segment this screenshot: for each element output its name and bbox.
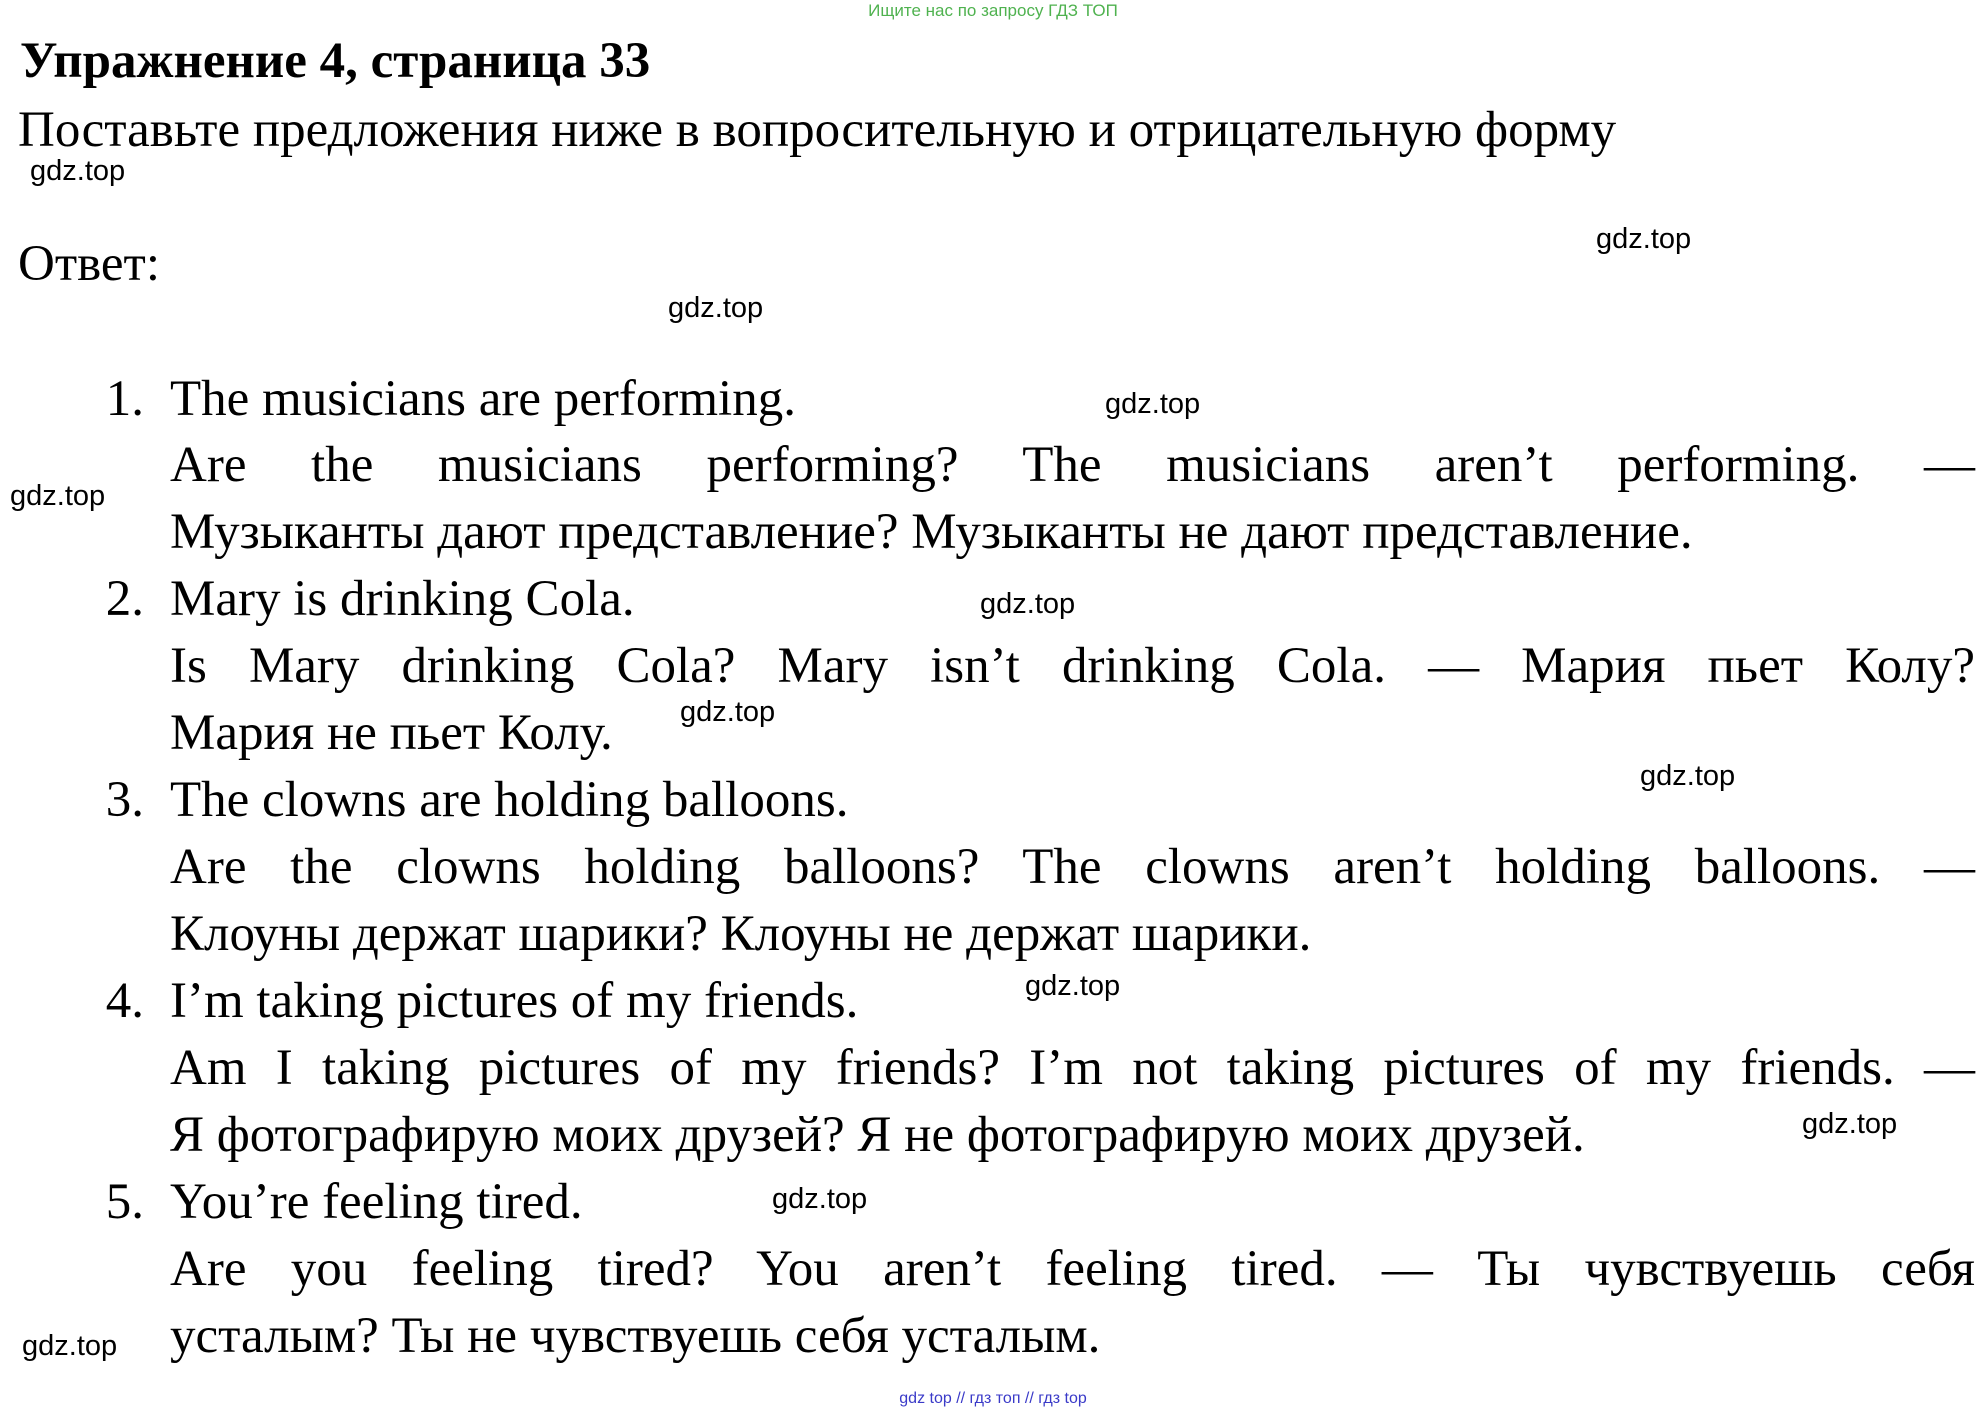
answer-line: Мария не пьет Колу.: [170, 705, 613, 761]
answer-line: Я фотографирую моих друзей? Я не фотографирую моих друзей.: [170, 1107, 1585, 1163]
item-sentence: You’re feeling tired.: [170, 1174, 583, 1230]
item-sentence: The musicians are performing.: [170, 371, 796, 427]
answer-line: Are the clowns holding balloons? The clowns aren’t holding balloons. —: [170, 839, 1975, 895]
watermark: gdz.top: [668, 292, 764, 324]
watermark: gdz.top: [1025, 970, 1121, 1002]
item-number: 4.: [105, 973, 144, 1029]
answer-line: усталым? Ты не чувствуешь себя усталым.: [170, 1308, 1101, 1364]
watermark: gdz.top: [772, 1183, 868, 1215]
exercise-title: Упражнение 4, страница 33: [20, 33, 651, 89]
item-number: 1.: [105, 371, 144, 427]
top-search-hint[interactable]: Ищите нас по запросу ГДЗ ТОП: [868, 1, 1118, 20]
answer-label: Ответ:: [18, 236, 160, 292]
answer-line: Am I taking pictures of my friends? I’m not taking pictures of my friends. —: [170, 1040, 1975, 1096]
watermark: gdz.top: [980, 588, 1076, 620]
item-sentence: The clowns are holding balloons.: [170, 772, 849, 828]
item-number: 5.: [105, 1174, 144, 1230]
watermark: gdz.top: [30, 155, 126, 187]
answer-line: Are you feeling tired? You aren’t feeling tired. — Ты чувствуешь себя: [170, 1241, 1975, 1297]
watermark: gdz.top: [22, 1330, 118, 1362]
watermark: gdz.top: [680, 696, 776, 728]
item-number: 3.: [105, 772, 144, 828]
item-number: 2.: [105, 571, 144, 627]
item-sentence: I’m taking pictures of my friends.: [170, 973, 859, 1029]
watermark: gdz.top: [1105, 388, 1201, 420]
footer-links[interactable]: gdz top // гдз топ // гдз top: [899, 1390, 1087, 1407]
answer-line: Are the musicians performing? The musicians aren’t performing. —: [170, 437, 1975, 493]
task-instruction: Поставьте предложения ниже в вопросительную и отрицательную форму: [18, 102, 1617, 158]
answer-line: Музыканты дают представление? Музыканты не дают представление.: [170, 504, 1693, 560]
watermark: gdz.top: [1640, 760, 1736, 792]
answer-line: Is Mary drinking Cola? Mary isn’t drinking Cola. — Мария пьет Колу?: [170, 638, 1975, 694]
watermark: gdz.top: [10, 480, 106, 512]
item-sentence: Mary is drinking Cola.: [170, 571, 635, 627]
watermark: gdz.top: [1596, 223, 1692, 255]
answer-line: Клоуны держат шарики? Клоуны не держат шарики.: [170, 906, 1312, 962]
watermark: gdz.top: [1802, 1108, 1898, 1140]
